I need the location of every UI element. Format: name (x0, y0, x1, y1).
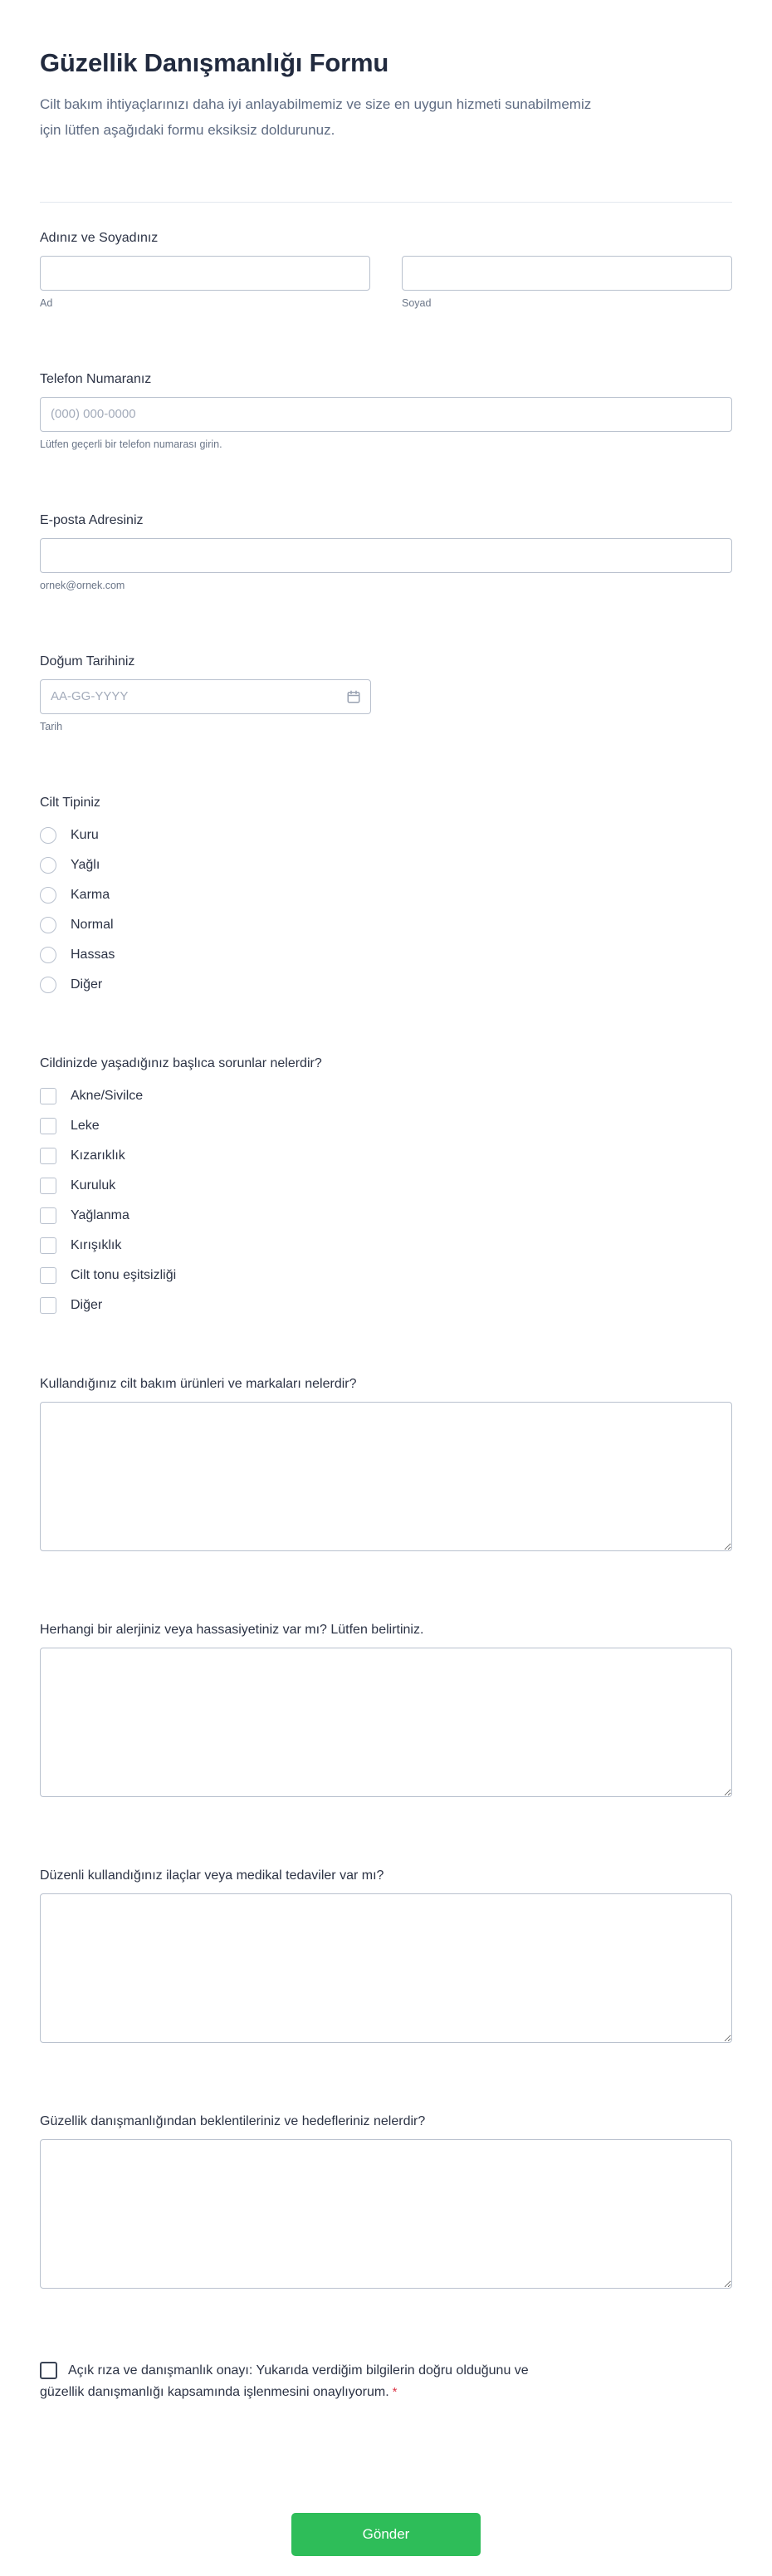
medications-textarea[interactable] (40, 1893, 732, 2043)
header-divider (40, 202, 732, 203)
checkbox-option-label: Cilt tonu eşitsizliği (71, 1267, 177, 1282)
radio-option-label: Yağlı (71, 857, 100, 872)
name-row (40, 256, 732, 309)
birthdate-sublabel: Tarih (40, 720, 63, 732)
calendar-icon[interactable] (346, 689, 361, 704)
skin-type-options (40, 827, 732, 993)
checkbox-option-label: Diğer (71, 1297, 103, 1312)
skin-problems-options (40, 1088, 732, 1314)
question-email (40, 513, 732, 591)
question-skin-problems (40, 1056, 732, 1314)
question-phone (40, 372, 732, 450)
form-title: Güzellik Danışmanlığı Formu (40, 48, 389, 77)
skin-problems-label: Cildinizde yaşadığınız başlıca sorunlar nelerdir? (40, 1055, 322, 1070)
checkbox-icon[interactable] (40, 1178, 56, 1194)
phone-input[interactable] (40, 397, 732, 432)
question-birthdate (40, 654, 732, 732)
consent-label: Açık rıza ve danışmanlık onayı: Yukarıda verdiğim bilgilerin doğru olduğunu ve güzellik danışmanlığı kapsamında işlenmesini onaylıyorum. (40, 2363, 529, 2399)
question-name (40, 231, 732, 309)
required-asterisk: * (392, 2384, 398, 2399)
submit-row (40, 2513, 732, 2556)
first-name-sublabel: Ad (40, 296, 53, 309)
checkbox-option-label: Leke (71, 1118, 100, 1133)
first-name-input[interactable] (40, 256, 370, 291)
radio-option-karma[interactable] (40, 887, 732, 904)
checkbox-option-leke[interactable] (40, 1118, 732, 1134)
radio-button-icon[interactable] (40, 857, 56, 874)
checkbox-option-yaglanma[interactable] (40, 1207, 732, 1224)
skin-type-label: Cilt Tipiniz (40, 795, 100, 810)
radio-button-icon[interactable] (40, 917, 56, 933)
question-allergies (40, 1623, 732, 1797)
last-name-input[interactable] (402, 256, 732, 291)
question-expectations (40, 2114, 732, 2289)
consent-checkbox-icon[interactable] (40, 2362, 57, 2379)
checkbox-option-kuruluk[interactable] (40, 1178, 732, 1194)
radio-button-icon[interactable] (40, 827, 56, 844)
checkbox-icon[interactable] (40, 1118, 56, 1134)
birthdate-field (40, 679, 371, 714)
checkbox-option-akne-sivilce[interactable] (40, 1088, 732, 1104)
radio-option-label: Normal (71, 917, 114, 932)
checkbox-option-cilt-tonu-esitsizligi[interactable] (40, 1267, 732, 1284)
products-textarea[interactable] (40, 1402, 732, 1551)
checkbox-option-label: Kızarıklık (71, 1148, 125, 1163)
radio-option-kuru[interactable] (40, 827, 732, 844)
medications-label: Düzenli kullandığınız ilaçlar veya medikal tedaviler var mı? (40, 1868, 384, 1883)
radio-option-label: Diğer (71, 977, 103, 992)
submit-button[interactable]: Gönder (291, 2513, 481, 2556)
phone-sublabel: Lütfen geçerli bir telefon numarası girin. (40, 438, 222, 450)
email-input[interactable] (40, 538, 732, 573)
form-header (40, 48, 732, 144)
form-subtitle: Cilt bakım ihtiyaçlarınızı daha iyi anlayabilmemiz ve size en uygun hizmeti sunabilmemiz için lütfen aşağıdaki formu eksiksiz doldurunuz. (40, 96, 592, 139)
radio-option-label: Hassas (71, 947, 115, 962)
question-skin-type (40, 796, 732, 993)
checkbox-icon[interactable] (40, 1148, 56, 1164)
question-products (40, 1377, 732, 1551)
checkbox-option-kirisiklik[interactable] (40, 1237, 732, 1254)
expectations-label: Güzellik danışmanlığından beklentileriniz ve hedefleriniz nelerdir? (40, 2113, 426, 2128)
checkbox-option-label: Kuruluk (71, 1178, 116, 1193)
allergies-textarea[interactable] (40, 1648, 732, 1797)
radio-option-hassas[interactable] (40, 947, 732, 963)
radio-option-label: Kuru (71, 827, 99, 842)
radio-option-label: Karma (71, 887, 110, 902)
checkbox-option-label: Kırışıklık (71, 1237, 122, 1252)
radio-option-normal[interactable] (40, 917, 732, 933)
checkbox-option-diger[interactable] (40, 1297, 732, 1314)
radio-button-icon[interactable] (40, 887, 56, 904)
radio-button-icon[interactable] (40, 977, 56, 993)
checkbox-icon[interactable] (40, 1237, 56, 1254)
checkbox-icon[interactable] (40, 1267, 56, 1284)
allergies-label: Herhangi bir alerjiniz veya hassasiyetiniz var mı? Lütfen belirtiniz. (40, 1622, 424, 1637)
checkbox-icon[interactable] (40, 1297, 56, 1314)
first-name-col (40, 256, 370, 309)
checkbox-option-label: Akne/Sivilce (71, 1088, 144, 1103)
checkbox-option-kizariklik[interactable] (40, 1148, 732, 1164)
checkbox-icon[interactable] (40, 1207, 56, 1224)
radio-option-yagli[interactable] (40, 857, 732, 874)
phone-label: Telefon Numaranız (40, 371, 152, 386)
products-label: Kullandığınız cilt bakım ürünleri ve markaları nelerdir? (40, 1376, 357, 1391)
radio-option-diger[interactable] (40, 977, 732, 993)
checkbox-option-label: Yağlanma (71, 1207, 129, 1222)
name-label: Adınız ve Soyadınız (40, 230, 159, 245)
consent-field (40, 2360, 538, 2403)
last-name-sublabel: Soyad (402, 296, 432, 309)
last-name-col (402, 256, 732, 309)
checkbox-icon[interactable] (40, 1088, 56, 1104)
email-label: E-posta Adresiniz (40, 512, 144, 527)
birthdate-label: Doğum Tarihiniz (40, 654, 135, 668)
birthdate-input[interactable] (40, 679, 371, 714)
email-sublabel: ornek@ornek.com (40, 579, 125, 591)
expectations-textarea[interactable] (40, 2139, 732, 2289)
radio-button-icon[interactable] (40, 947, 56, 963)
question-medications (40, 1868, 732, 2043)
